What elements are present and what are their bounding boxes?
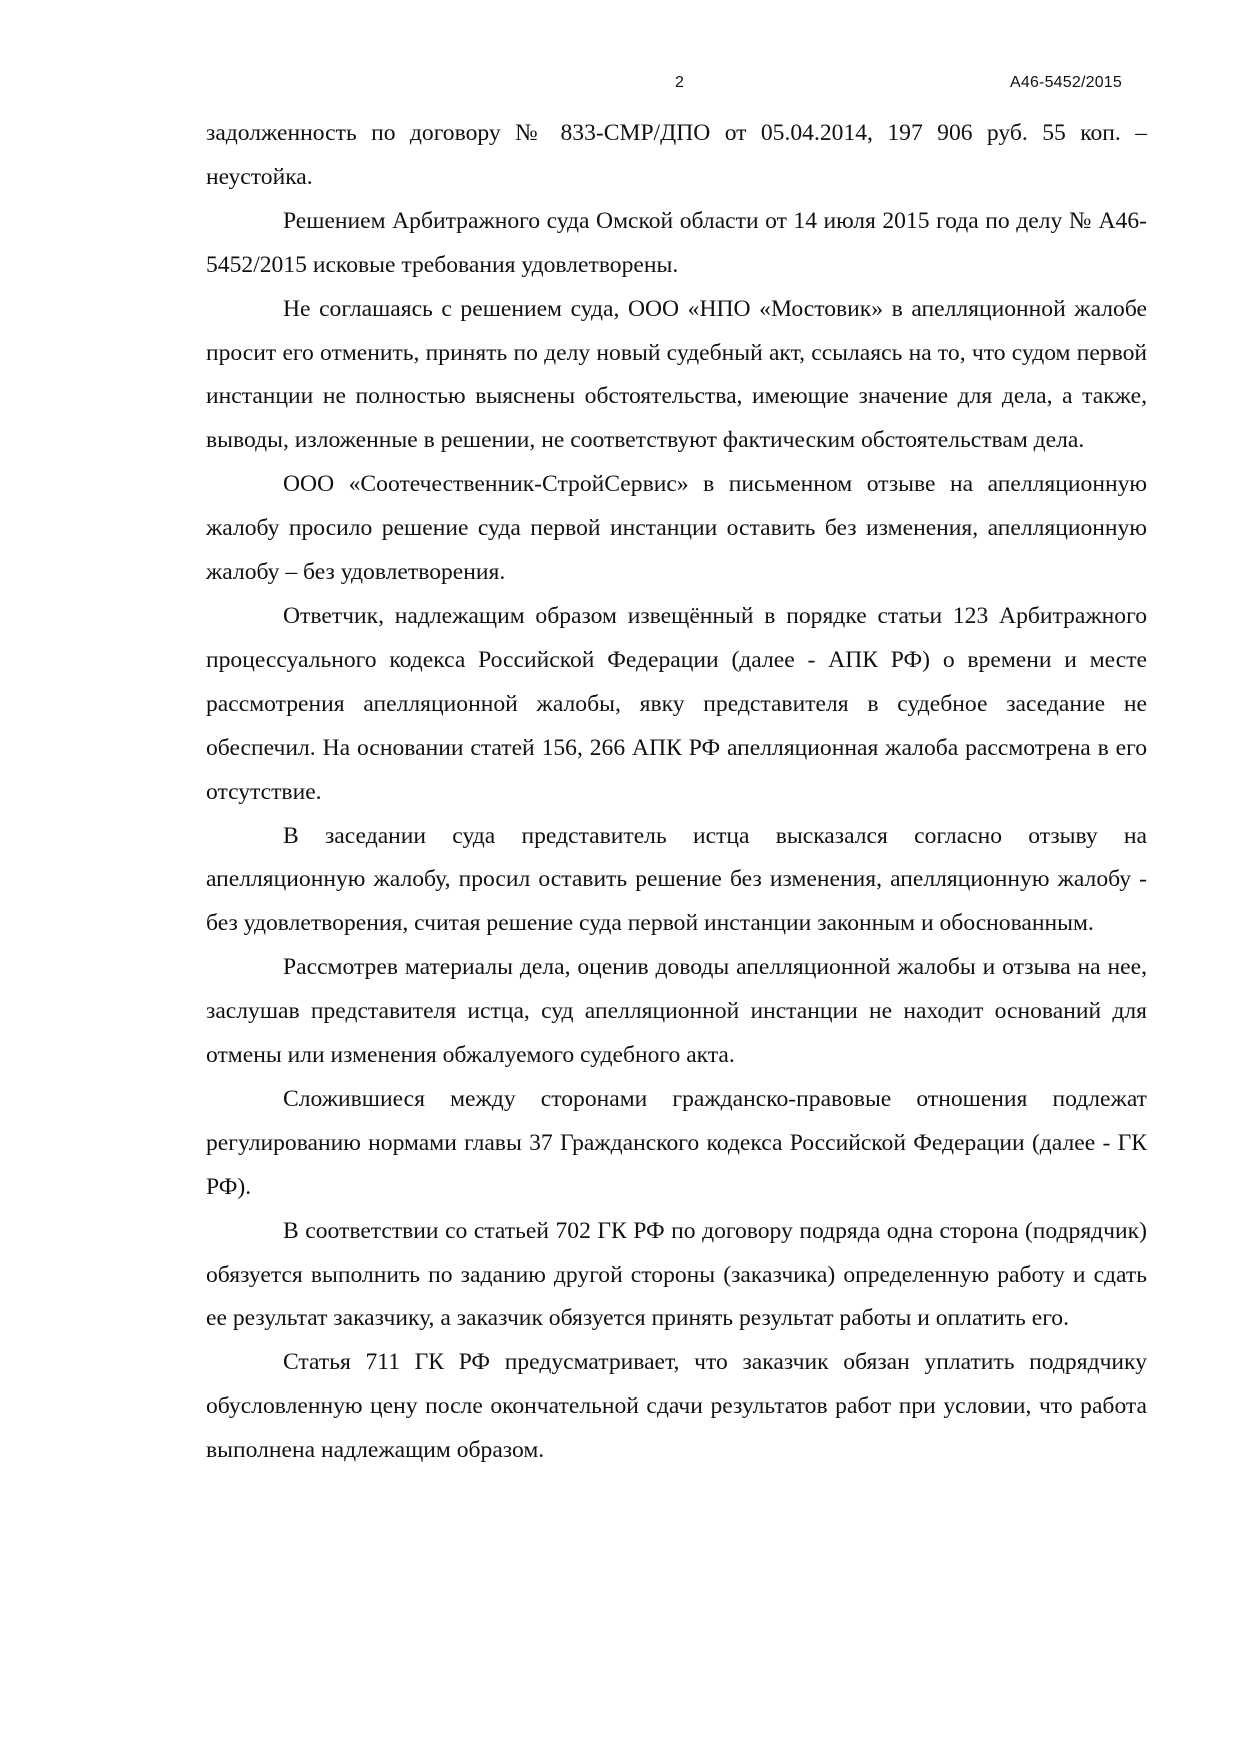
paragraph: Сложившиеся между сторонами гражданско-правовые отношения подлежат регулированию нормами главы 37 Гражданского кодекса Российской Федерации (далее - ГК РФ). bbox=[206, 1085, 1147, 1200]
page-number: 2 bbox=[675, 74, 684, 91]
paragraph: В заседании суда представитель истца высказался согласно отзыву на апелляционную жалобу, просил оставить решение без изменения, апелляционную жалобу - без удовлетворения, считая решение суда первой инстанции законным и обоснованным. bbox=[206, 822, 1147, 937]
paragraph: Ответчик, надлежащим образом извещённый в порядке статьи 123 Арбитражного процессуального кодекса Российской Федерации (далее - АПК РФ) о времени и месте рассмотрения апелляционной жалобы, явку представителя в судебное заседание не обеспечил. На основании статей 156, 266 АПК РФ апелляционная жалоба рассмотрена в его отсутствие. bbox=[206, 602, 1147, 805]
paragraph: Статья 711 ГК РФ предусматривает, что заказчик обязан уплатить подрядчику обусловленную цену после окончательной сдачи результатов работ при условии, что работа выполнена надлежащим образом. bbox=[206, 1349, 1147, 1464]
case-number: А46-5452/2015 bbox=[1009, 74, 1122, 91]
paragraph-continuation: задолженность по договору № 833-СМР/ДПО от 05.04.2014, 197 906 руб. 55 коп. – неустойка. bbox=[206, 120, 1147, 190]
paragraph: В соответствии со статьей 702 ГК РФ по договору подряда одна сторона (подрядчик) обязуется выполнить по заданию другой стороны (заказчика) определенную работу и сдать ее результат заказчику, а заказчик обязуется принять результат работы и оплатить его. bbox=[206, 1217, 1147, 1332]
paragraph: ООО «Соотечественник-СтройСервис» в письменном отзыве на апелляционную жалобу просило решение суда первой инстанции оставить без изменения, апелляционную жалобу – без удовлетворения. bbox=[206, 471, 1147, 586]
paragraph: Решением Арбитражного суда Омской области от 14 июля 2015 года по делу № А46-5452/2015 исковые требования удовлетворены. bbox=[206, 207, 1147, 278]
page-header bbox=[0, 74, 1240, 98]
paragraph: Рассмотрев материалы дела, оценив доводы апелляционной жалобы и отзыва на нее, заслушав представителя истца, суд апелляционной инстанции не находит оснований для отмены или изменения обжалуемого судебного акта. bbox=[206, 954, 1147, 1069]
document-body bbox=[206, 112, 1147, 1473]
paragraph: Не соглашаясь с решением суда, ООО «НПО «Мостовик» в апелляционной жалобе просит его отменить, принять по делу новый судебный акт, ссылаясь на то, что судом первой инстанции не полностью выяснены обстоятельства, имеющие значение для дела, а также, выводы, изложенные в решении, не соответствуют фактическим обстоятельствам дела. bbox=[206, 295, 1147, 454]
